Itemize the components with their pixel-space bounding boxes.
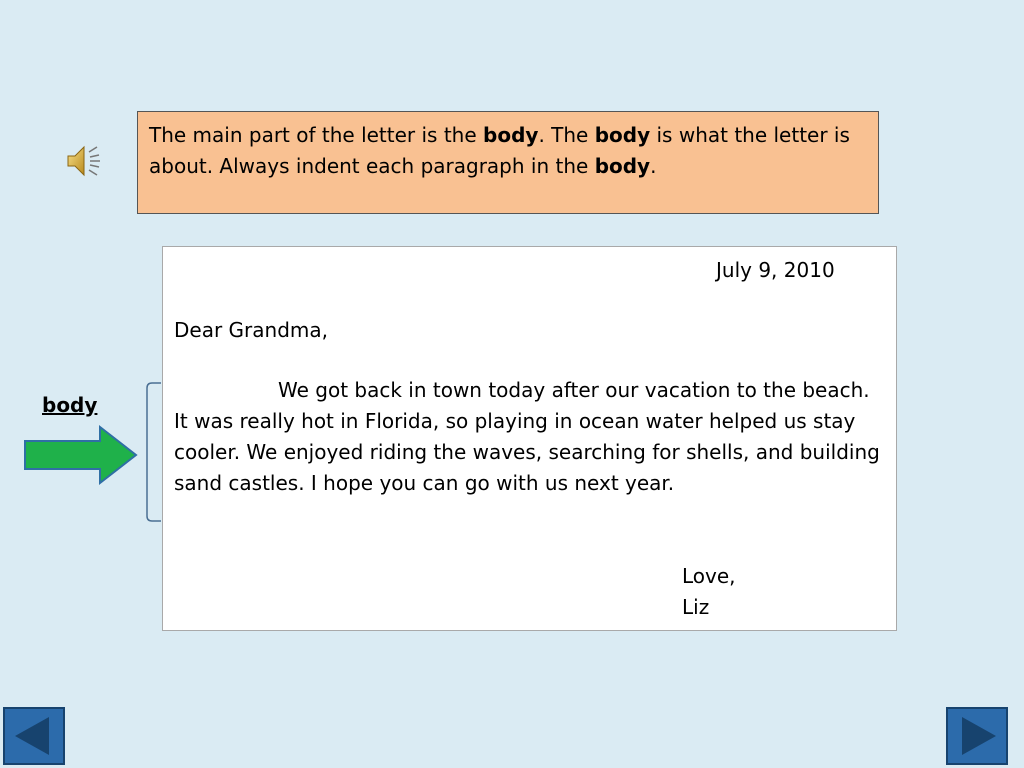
- next-slide-icon: [948, 709, 1006, 763]
- previous-slide-icon: [5, 709, 63, 763]
- previous-slide-button[interactable]: [3, 707, 65, 765]
- letter-signature: Liz: [682, 595, 710, 619]
- letter-date: July 9, 2010: [716, 258, 835, 282]
- instruction-bold-body-2: body: [594, 123, 651, 147]
- body-bracket: [144, 382, 164, 522]
- instruction-text-4: .: [650, 154, 657, 178]
- letter-panel: [162, 246, 897, 631]
- right-arrow-icon: [22, 424, 140, 486]
- instruction-box: [137, 111, 879, 214]
- instruction-text-2: . The: [538, 123, 595, 147]
- letter-greeting: Dear Grandma,: [174, 318, 328, 342]
- speaker-icon[interactable]: [64, 143, 104, 179]
- instruction-text-3: is what the letter is about. Always indent each paragraph in the: [149, 123, 850, 178]
- next-slide-button[interactable]: [946, 707, 1008, 765]
- instruction-text-1: The main part of the letter is the: [149, 123, 484, 147]
- instruction-bold-body-1: body: [483, 123, 539, 147]
- letter-closing: Love,: [682, 564, 736, 588]
- letter-body: We got back in town today after our vacation to the beach. It was really hot in Florida, so playing in ocean water helped us stay cooler. We enjoyed riding the waves, searching for shells, and building sand castles. I hope you can go with us next year.: [174, 378, 880, 495]
- body-label: body: [42, 393, 98, 417]
- instruction-bold-body-3: body: [594, 154, 651, 178]
